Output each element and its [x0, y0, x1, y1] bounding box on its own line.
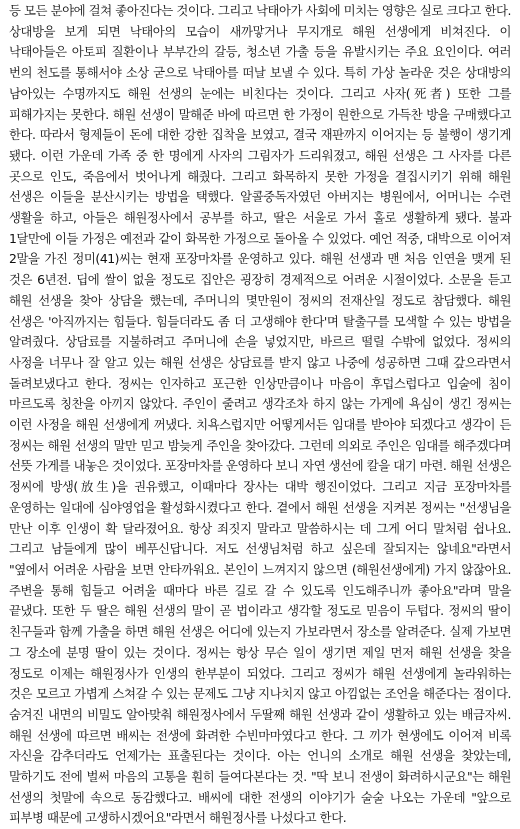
- article-body-text: 등 모든 분야에 걸쳐 좋아진다는 것이다. 그리고 낙태아가 사회에 미치는 영향은 실로 크다고 한다. 상대방을 보게 되면 낙태아의 모습이 새까맣거나 무지개로 해원 선생에게 비쳐진다. 이 낙태아들은 아토피 질환이나 부부간의 갈등, 청소년 가출 등을 유발시키는 주요 요인이다. 여러 번의 천도를 통해서야 소상 굳으로 낙태아를 떠날 보낼 수 있다. 특히 가상 놀라운 것은 상대방의 남아있는 수명까지도 해원 선생의 눈에는 비친다는 것이다. 그리고 사자(死者) 또한 그를 피해가지는 못한다. 해원 선생이 말해준 바에 따르면 한 가정이 원한으로 가득찬 방을 구매했다고 한다. 따라서 형제들이 돈에 대한 강한 집착을 보였고, 결국 재판까지 이어지는 등 불행이 생기게 됐다. 이런 가운데 가족 중 한 명에게 사자의 그림자가 드리워졌고, 해원 선생은 그 사자를 다른 곳으로 인도, 죽음에서 벗어나게 해줬다. 그리고 화목하지 못한 가정을 결집시키기 위해 해원 선생은 이들을 분산시키는 방법을 택했다. 알콜중독자였던 아버지는 병원에서, 어머니는 수련 생활을 하고, 아들은 해원정사에서 공부를 하고, 딸은 서울로 가서 홀로 생활하게 됐다. 불과 1달만에 이들 가정은 예전과 같이 화목한 가정으로 돌아올 수 있었다. 예언 적중, 대박으로 이어져 2말을 가진 정미(41)씨는 현재 포장마차를 운영하고 있다. 해원 선생과 맨 처음 인연을 맺게 된 것은 6년전. 딥에 쌀이 없을 정도로 집안은 굉장히 경제적으로 어려운 시절이었다. 소문을 듣고 해원 선생을 찾아 상담을 했는데, 주머니의 몇만원이 정씨의 전재산일 정도로 참담했다. 해원 선생은 '아직까지는 힘들다. 힘들더라도 좀 더 고생해야 한다'며 탈출구를 모색할 수 있는 방법을 알려줬다. 상담료를 지불하려고 주머니에 손을 넣었지만, 바르르 떨릴 수밖에 없었다. 정씨의 사정을 너무나 잘 알고 있는 해원 선생은 상담료를 받지 않고 나중에 성공하면 그때 갚으라면서 돌려보냈다고 한다. 정씨는 인자하고 포근한 인상만큼이나 마음이 후덥스럽다고 입술에 침이 마르도록 칭찬을 아끼지 않았다. 주인이 줄려고 생각조차 하지 않는 가게에 욕심이 생긴 정씨는 이런 사정을 해원 선생에게 꺼냈다. 치욕스럽지만 어떻게서든 임대를 받아야 되겠다고 생각이 든 정씨는 해원 선생의 말만 믿고 밤늦게 주인을 찾아갔다. 그런데 의외로 주인은 임대를 해주겠다며 선뜻 가게를 내놓은 것이었다. 포장마차를 운영하다 보니 자연 생선에 칼을 대기 마련. 해원 선생은 정씨에 방생(放生)을 권유했고, 이때마다 장사는 대박 행진이었다. 그리고 지금 포장마차를 운영하는 일대에 심야영업을 활성화시켰다고 한다. 곁에서 해원 선생을 지켜본 정씨는 "선생님을 만난 이후 인생이 확 달라졌어요. 항상 죄짓지 말라고 말씀하시는 데 그게 어디 말처럼 쉽나요. 그리고 남들에게 많이 베푸신답니다. 저도 선생님처럼 하고 싶은데 잘되지는 않네요"라면서 "옆에서 어려운 사람을 보면 안타까워요. 본인이 느껴지지 않으면 (해원선생에게) 가지 않잖아요. 주변을 통해 힘들고 어려울 때마다 바른 길로 갈 수 있도록 인도해주니까 좋아요"라며 말을 끝냈다. 또한 두 딸은 해원 선생의 말이 곧 법이라고 생각할 정도로 믿음이 두텁다. 정씨의 딸이 친구들과 함께 가출을 하면 해원 선생은 어디에 있는지 가보라면서 장소를 알려준다. 실제 가보면 그 장소에 분명 딸이 있는 것이다. 정씨는 항상 무슨 일이 생기면 제일 먼저 해원 선생을 찾을 정도로 이제는 해원정사가 인생의 한부분이 되었다. 그리고 정씨가 해원 선생에게 놀라워하는 것은 모르고 가볍게 스쳐갈 수 있는 문제도 그냥 지나치지 않고 아낌없는 조언을 해준다는 점이다. 숨겨진 내면의 비밀도 알아맞춰 해원정사에서 두딸째 해원 선생과 같이 생활하고 있는 배금자씨. 해원 선생에 따르면 배씨는 전생에 화려한 수빈마마였다고 한다. 그 끼가 현생에도 이어져 비록 자신을 감추더라도 언제가는 표출된다는 것이다. 아는 언니의 소개로 해원 선생을 찾았는데, 말하기도 전에 벌써 마음의 고통을 훤히 들여다본다는 것. "딱 보니 전생이 화려하시군요"는 해원 선생의 첫말에 속으로 동감했다고. 배씨에 대한 전생의 이야기가 술술 나오는 가운데 "앞으로 피부병 때문에 고생하시겠어요"라면서 해원정사를 나섰다고 한다.: [9, 3, 511, 826]
